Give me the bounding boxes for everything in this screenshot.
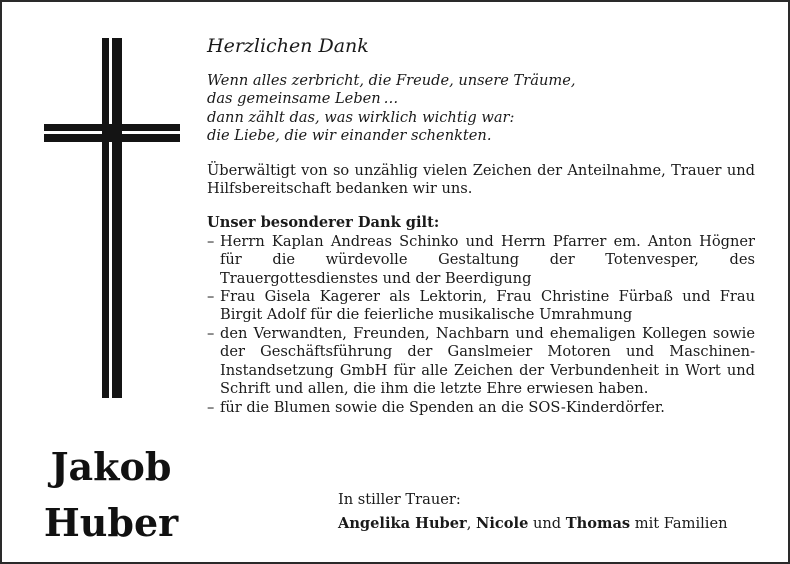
list-item-text: Frau Gisela Kagerer als Lektorin, Frau Christine Fürbaß und Frau Birgit Adolf für die feierliche musikalische Umrahmung <box>220 288 755 324</box>
dash-bullet: – <box>207 232 215 250</box>
cross-icon <box>44 38 180 398</box>
poem <box>207 72 755 146</box>
poem-line: dann zählt das, was wirklich wichtig war: <box>207 108 515 126</box>
poem-line: die Liebe, die wir einander schenkten. <box>207 127 492 145</box>
dash-bullet: – <box>207 398 215 416</box>
closing-line: In stiller Trauer: <box>338 491 461 508</box>
thanks-list <box>207 233 755 417</box>
page-title: Herzlichen Dank <box>207 35 369 57</box>
mourner-name: Angelika Huber <box>338 515 467 532</box>
list-item-text: den Verwandten, Freunden, Nachbarn und ehemaligen Kollegen sowie der Geschäftsführung der Ganslmeier Motoren und Maschinen-Instandsetzung GmbH für alle Zeichen der Verbundenheit in Wort und Schrift und allen, die ihm die letzte Ehre erwiesen haben. <box>220 324 755 398</box>
thanks-heading: Unser besonderer Dank gilt: <box>207 214 440 232</box>
name-separator: und <box>528 515 566 532</box>
dash-bullet: – <box>207 324 215 342</box>
list-item-text: Herrn Kaplan Andreas Schinko und Herrn Pfarrer em. Anton Högner für die würdevolle Gestaltung der Totenvesper, des Trauergottesdienstes und der Beerdigung <box>220 232 755 287</box>
poem-line: Wenn alles zerbricht, die Freude, unsere Träume, <box>207 72 576 89</box>
deceased-first-name: Jakob <box>50 444 172 489</box>
deceased-last-name: Huber <box>43 500 179 545</box>
dash-bullet: – <box>207 288 215 306</box>
main-text <box>207 34 755 417</box>
mourners-suffix: mit Familien <box>630 515 728 532</box>
name-separator: , <box>466 515 477 532</box>
list-item <box>207 325 755 399</box>
poem-line: das gemeinsame Leben … <box>207 90 399 108</box>
list-item <box>207 233 755 288</box>
mourner-name: Thomas <box>565 515 631 532</box>
intro-paragraph: Überwältigt von so unzählig vielen Zeichen der Anteilnahme, Trauer und Hilfsbereitschaft bedanken wir uns. <box>207 161 755 198</box>
mourners <box>338 512 768 536</box>
list-item-text: für die Blumen sowie die Spenden an die SOS-Kinderdörfer. <box>220 398 665 416</box>
mourner-name: Nicole <box>476 515 529 532</box>
closing-block <box>338 488 768 536</box>
list-item <box>207 288 755 325</box>
list-item <box>207 399 755 417</box>
